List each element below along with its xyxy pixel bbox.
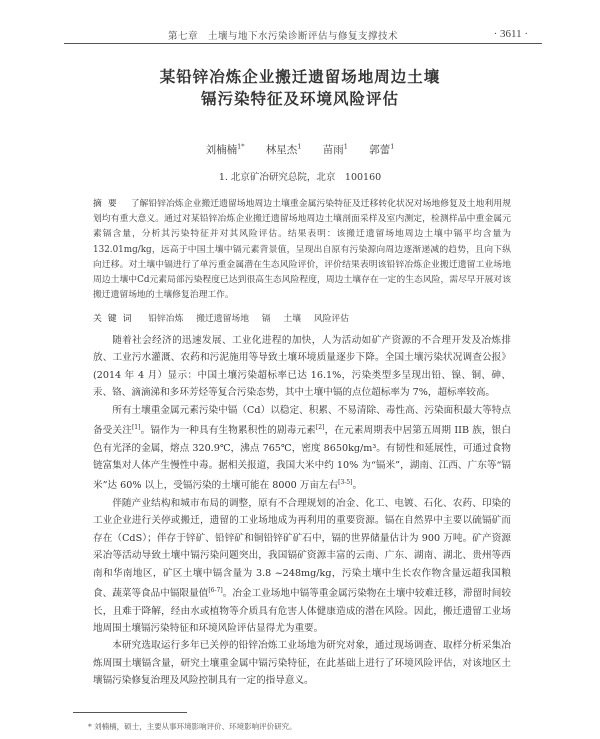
keywords-label: 关键词 — [93, 314, 138, 324]
author-name: 苗雨 — [322, 144, 344, 156]
text-run: 伴随产业结构和城市布局的调整，原有不合理规划的冶金、化工、电镀、石化、农药、印染的工业企业进行关停或搬迁，遗留的工业场地成为再利用的重要资源。镉在自然界中主要以硫镉矿而存在（CdS）；伴存于锌矿、铅锌矿和铜铅锌矿矿石中，镉的世界储量估计为 900 万吨。矿产资源采冶等活动导致土壤中镉污染问题突出，我国镉矿资源丰富的云南、广东、湖南、湖北、贵州等西南和华南地区，矿区土壤中镉含量为 3.8 ~248mg/kg，污染土壤中生长农作物含量远超我国粮食、蔬菜等食品中镉限量值 — [93, 498, 511, 600]
page-number: · 3611 · — [493, 28, 528, 40]
author-list — [0, 142, 600, 157]
running-header-chapter: 第七章 土壤与地下水污染诊断评估与修复支撑技术 — [168, 31, 399, 42]
text-run: 。 — [352, 480, 363, 492]
author-name: 林星杰 — [265, 144, 298, 156]
body-paragraph-3 — [93, 495, 511, 637]
footnote: * 刘楠楠，硕士，主要从事环境影响评价、环境影响评价研究。 — [88, 722, 297, 731]
keyword: 风险评估 — [313, 314, 350, 324]
body-paragraph-1: 随着社会经济的迅速发展、工业化进程的加快，人为活动如矿产资源的不合理开发及冶炼排放、工业污水灌溉、农药和污泥施用等导致土壤环境质量逐步下降。全国土壤污染状况调查公报》(2014 年 4 月）显示：中国土壤污染超标率已达 16.1%，污染类型多呈现出铅、镍、铜、砷、汞、铬、滴滴涕和多环芳烃等复合污染态势，其中土壤中镉的点位超标率为 7%，超标率较高。 — [93, 335, 511, 399]
author-affiliation-mark: 1 — [297, 142, 302, 151]
keyword: 铅锌冶炼 — [148, 314, 184, 324]
author-affiliation-mark: 1 — [390, 142, 395, 151]
author — [266, 144, 302, 156]
citation: [6-7] — [208, 587, 223, 595]
text-run: 。冶金工业场地中镉等重金属污染物在土壤中较难迁移，滞留时间较长，且难于降解，经由水或植物等介质具有危害人体健康造成的潜在风险。因此，搬迁遗留工业场地周围土壤镉污染特征和环境风险评估显得尤为重要。 — [93, 588, 512, 635]
abstract-text: 了解铅锌冶炼企业搬迁遗留场地周边土壤重金属污染特征及迁移转化状况对场地修复及土地利用规划均有重大意义。通过对某铅锌冶炼企业搬迁遗留场地周边土壤剖面采样及室内测定，检测样品中重金属元素镉含量，分析其污染特征并对其风险评估。结果表明：该搬迁遗留场地周边土壤中镉平均含量为132.01mg/kg，远高于中国土壤中镉元素背景值，呈现出自原有污染源向周边逐渐递减的趋势，且向下纵向迁移。对土壤中镉进行了单污重金属潜在生态风险评价，评价结果表明该铅锌冶炼企业搬迁遗留工业场地周边土壤中Cd元素局部污染程度已达到很高生态风险程度，周边土壤存在一定的生态风险，需尽早开展对该搬迁遗留场地的土壤修复治理工作。 — [93, 199, 511, 301]
keyword: 镉 — [261, 314, 271, 324]
abstract — [93, 197, 511, 303]
running-header — [64, 26, 542, 42]
paper-title — [0, 66, 600, 110]
text-run: ，在元素周期表中居第五周期 IIB 族，银白色有光泽的金属，熔点 320.9℃，沸点 765℃，密度 8650kg/m³。有韧性和延展性，可通过食物链富集对人体产生慢性中毒。据相关报道，我国大米中约 10% 为“镉米”，湖南、江西、广东等“镉米”达 60% 以上，受镉污染的土壤可能在 8000 万亩左右 — [93, 425, 512, 492]
citation: [2] — [315, 424, 325, 432]
author-name: 刘楠楠 — [205, 144, 238, 156]
paper-title-line-1: 某铅锌冶炼企业搬迁遗留场地周边土壤 — [159, 68, 441, 86]
keywords — [93, 311, 511, 324]
citation: [3-5] — [338, 479, 353, 487]
body-paragraph-4: 本研究选取运行多年已关停的铅锌冶炼工业场地为研究对象，通过现场调查、取样分析采集冶炼周围土壤镉含量，研究土壤重金属中镉污染特征，在此基础上进行了环境风险评估，对该地区土壤镉污染修复治理及风险控制具有一定的指导意义。 — [93, 640, 511, 687]
author-affiliation-mark: 1 — [343, 142, 348, 151]
text-run: 。镉作为一种具有生物累积性的剧毒元素 — [140, 425, 316, 437]
body-text — [93, 332, 511, 690]
author-affiliation-mark: 1* — [237, 142, 245, 151]
paper-title-line-2: 镉污染特征及环境风险评估 — [200, 90, 399, 108]
author — [206, 144, 245, 156]
footnote-rule — [73, 712, 187, 713]
abstract-label: 摘要 — [93, 199, 123, 209]
header-rule — [64, 43, 542, 44]
affiliation: 1. 北京矿冶研究总院，北京 100160 — [218, 172, 382, 183]
text-run: 所有土壤重金属元素污染中镉（Cd）以稳定、积累、不易清除、毒性高、污染面积最大等特点备受关注 — [93, 404, 511, 437]
author — [323, 144, 348, 156]
author-name: 郭蕾 — [369, 144, 391, 156]
body-paragraph-2 — [93, 402, 511, 495]
author — [369, 144, 394, 156]
keyword: 土壤 — [283, 314, 302, 324]
keyword: 搬迁遗留场地 — [196, 314, 249, 324]
citation: [1] — [131, 424, 141, 432]
